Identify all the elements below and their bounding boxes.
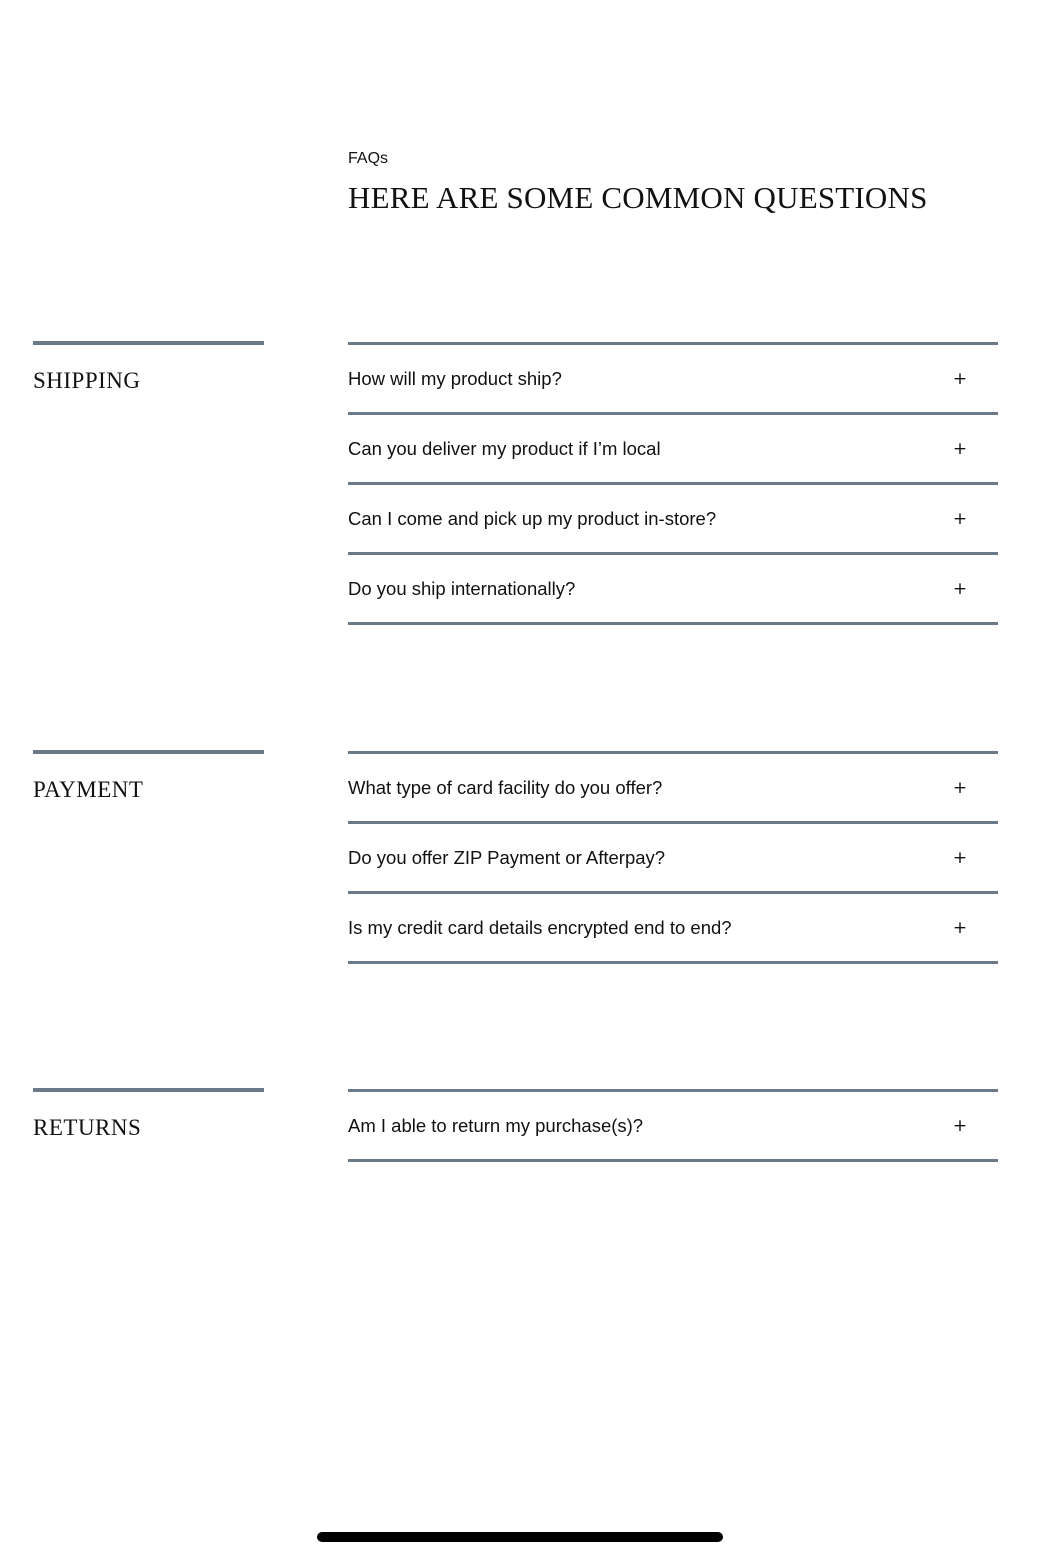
faq-question: Can you deliver my product if I’m local [348, 437, 661, 459]
plus-icon[interactable]: + [952, 847, 968, 868]
faq-item[interactable] [348, 894, 998, 964]
faq-item[interactable] [348, 555, 998, 625]
faq-question: Can I come and pick up my product in-store? [348, 507, 717, 529]
faq-list-shipping [348, 342, 998, 625]
faq-question: What type of card facility do you offer? [348, 776, 663, 798]
faq-item[interactable] [348, 754, 998, 824]
faq-question: Do you offer ZIP Payment or Afterpay? [348, 846, 666, 868]
section-label-returns [33, 1088, 264, 1142]
faq-eyebrow: FAQs [348, 150, 389, 167]
section-title: SHIPPING [33, 368, 141, 393]
home-indicator[interactable] [317, 1532, 723, 1542]
faq-item[interactable] [348, 345, 998, 415]
page-title: HERE ARE SOME COMMON QUESTIONS [348, 180, 928, 215]
plus-icon[interactable]: + [952, 368, 968, 389]
faq-item[interactable] [348, 824, 998, 894]
faq-question: Is my credit card details encrypted end to end? [348, 916, 732, 938]
plus-icon[interactable]: + [952, 917, 968, 938]
faq-question: Do you ship internationally? [348, 577, 576, 599]
faq-list-returns [348, 1089, 998, 1162]
section-label-shipping [33, 341, 264, 395]
section-title: PAYMENT [33, 777, 144, 802]
plus-icon[interactable]: + [952, 508, 968, 529]
faq-item[interactable] [348, 485, 998, 555]
section-label-payment [33, 750, 264, 804]
faq-item[interactable] [348, 1092, 998, 1162]
faq-item[interactable] [348, 415, 998, 485]
faq-list-payment [348, 751, 998, 964]
plus-icon[interactable]: + [952, 578, 968, 599]
faq-header [348, 148, 928, 218]
faq-question: Am I able to return my purchase(s)? [348, 1114, 644, 1136]
plus-icon[interactable]: + [952, 1115, 968, 1136]
section-title: RETURNS [33, 1115, 142, 1140]
plus-icon[interactable]: + [952, 438, 968, 459]
faq-question: How will my product ship? [348, 367, 562, 389]
plus-icon[interactable]: + [952, 777, 968, 798]
